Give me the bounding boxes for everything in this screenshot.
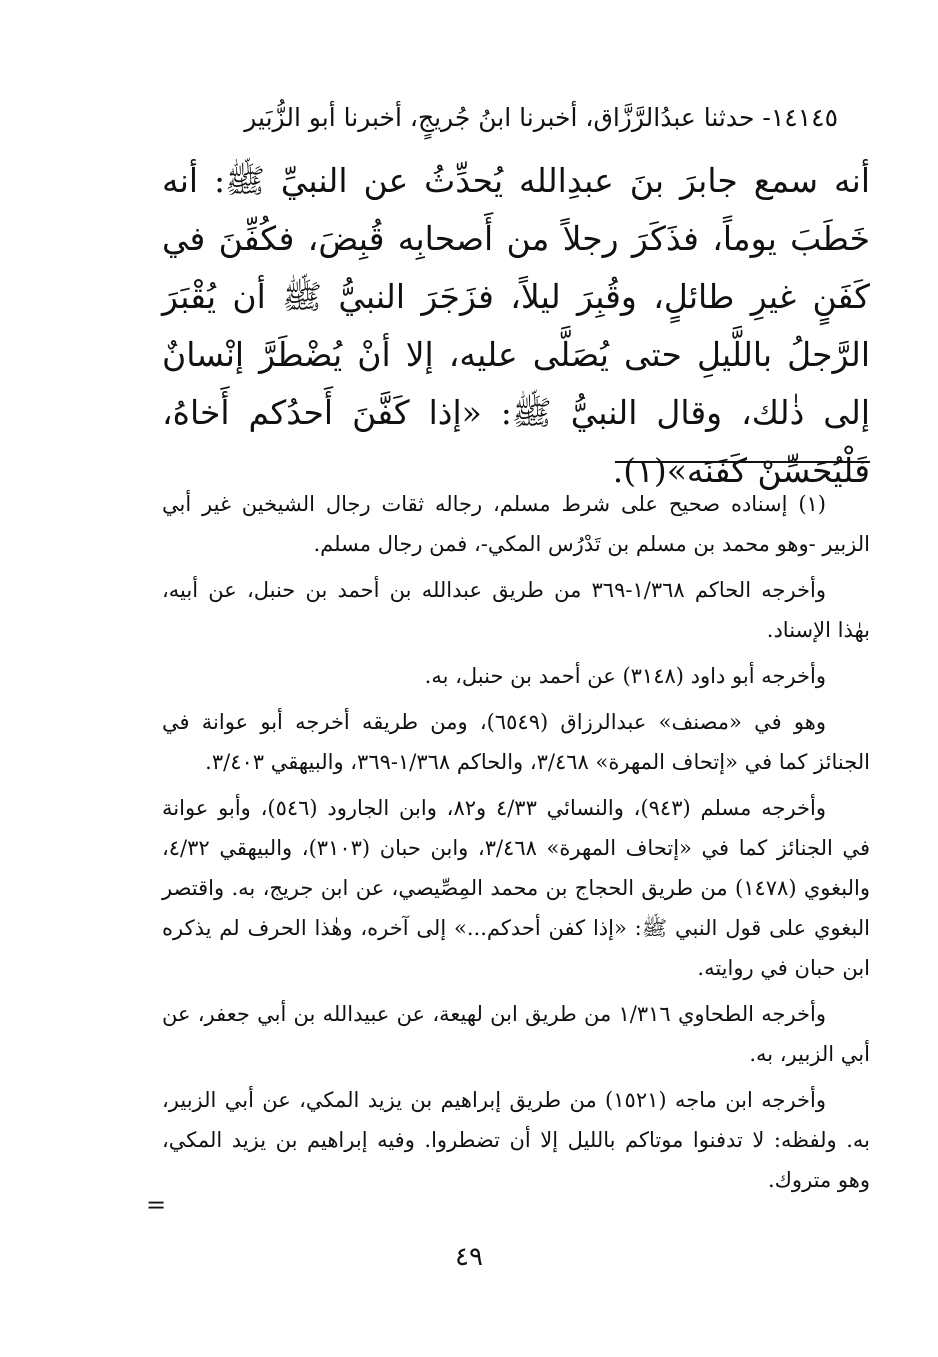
page-number: ٤٩ <box>455 1242 483 1272</box>
continuation-mark: = <box>146 1191 167 1219</box>
hadith-text-block <box>162 152 870 500</box>
footnotes-section <box>162 484 870 1206</box>
footnote-paragraph: وهو في «مصنف» عبدالرزاق (٦٥٤٩)، ومن طريقه أخرجه أبو عوانة في الجنائز كما في «إتحاف المهرة» ٣/٤٦٨، والحاكم ١/٣٦٨-٣٦٩، والبيهقي ٣/٤٠٣. <box>162 710 870 774</box>
footnote-paragraph: وأخرجه الطحاوي ١/٣١٦ من طريق ابن لهيعة، عن عبيدالله بن أبي جعفر، عن أبي الزبير، به. <box>162 1002 870 1066</box>
footnote-paragraph: وأخرجه ابن ماجه (١٥٢١) من طريق إبراهيم بن يزيد المكي، عن أبي الزبير، به. ولفظه: لا تدفنوا موتاكم بالليل إلا أن تضطروا. وفيه إبراهيم بن يزيد المكي، وهو متروك. <box>162 1088 870 1192</box>
footnote-paragraph: وأخرجه مسلم (٩٤٣)، والنسائي ٤/٣٣ و٨٢، وابن الجارود (٥٤٦)، وأبو عوانة في الجنائز كما في «إتحاف المهرة» ٣/٤٦٨، وابن حبان (٣١٠٣)، والبيهقي ٤/٣٢، والبغوي (١٤٧٨) من طريق الحجاج بن محمد المِصِّيصي، عن ابن جريج، به. واقتصر البغوي على قول النبي ﷺ: «إذا كفن أحدكم...» إلى آخره، وهٰذا الحرف لم يذكره ابن حبان في روايته. <box>162 796 870 980</box>
footnote-paragraph: وأخرجه الحاكم ١/٣٦٨-٣٦٩ من طريق عبدالله بن أحمد بن حنبل، عن أبيه، بهٰذا الإسناد. <box>162 578 870 642</box>
footnote-paragraph: (١) إسناده صحيح على شرط مسلم، رجاله ثقات رجال الشيخين غير أبي الزبير -وهو محمد بن مسلم بن تَدْرُس المكي-، فمن رجال مسلم. <box>162 492 870 556</box>
footnote-paragraph: وأخرجه أبو داود (٣١٤٨) عن أحمد بن حنبل، به. <box>424 664 826 688</box>
hadith-isnad-header: ١٤١٤٥- حدثنا عبدُالرَّزَّاق، أخبرنا ابنُ جُريجٍ، أخبرنا أبو الزُّبَير <box>244 103 838 132</box>
footnote-divider <box>615 461 870 463</box>
hadith-matn: أنه سمع جابرَ بنَ عبدِالله يُحدِّثُ عن النبيِّ ﷺ: أنه خَطَبَ يوماً، فذَكَرَ رجلاً من أَصحابِه قُبِضَ، فكُفِّنَ في كَفَنٍ غيرِ طائلٍ، وقُبِرَ ليلاً، فزَجَرَ النبيُّ ﷺ أن يُقْبَرَ الرَّجلُ باللَّيلِ حتى يُصَلَّى عليه، إلا أنْ يُضْطَرَّ إنْسانٌ إلى ذٰلك، وقال النبيُّ ﷺ: «إذا كَفَّنَ أَحدُكم أَخاهُ، فَلْيُحَسِّنْ كَفَنَه»(١). <box>162 161 870 490</box>
